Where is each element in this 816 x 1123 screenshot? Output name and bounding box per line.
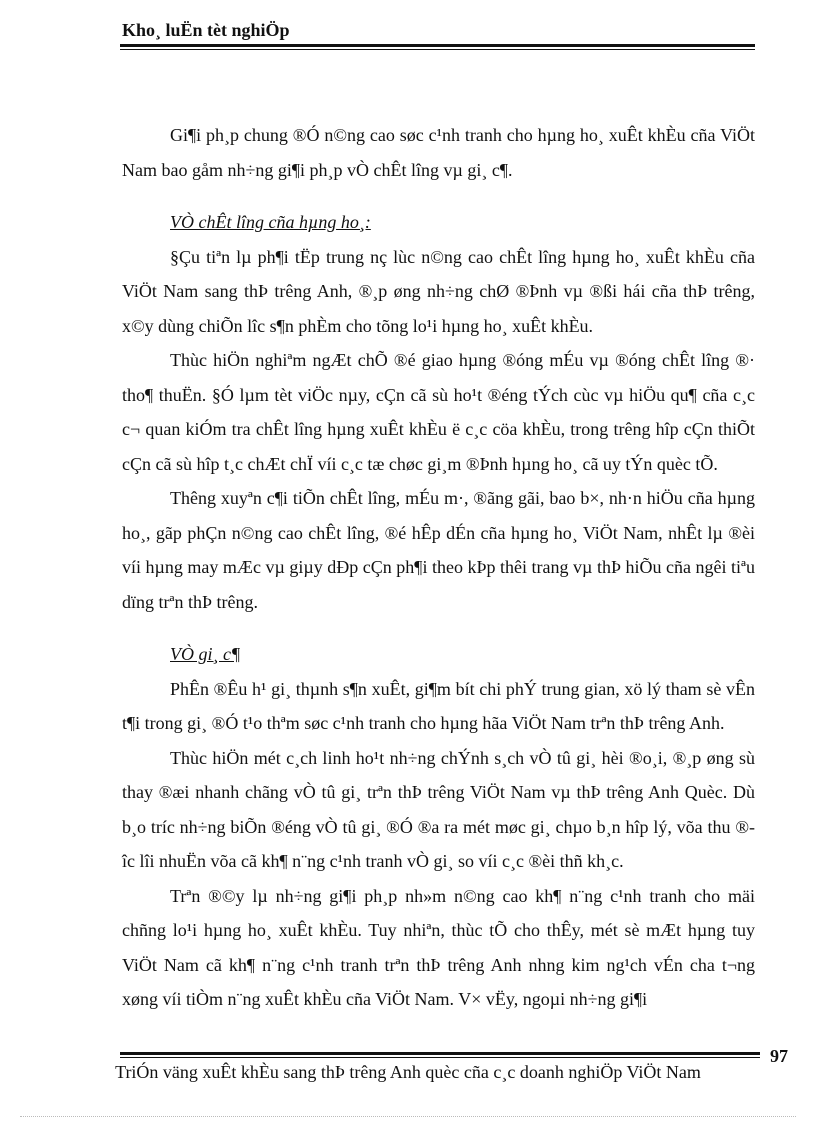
page-bottom-divider xyxy=(20,1116,796,1117)
paragraph: §Çu tiªn lµ ph¶i tËp trung nç lùc n©ng cao chÊt lîng hµng ho¸ xuÊt khÈu cña ViÖt Nam sang thÞ trêng Anh, ®¸p øng nh÷ng chØ ®Þnh vµ ®ßi hái cña thÞ trêng, x©y dùng chiÕn lîc s¶n phÈm cho tõng lo¹i hµng ho¸ xuÊt khÈu. xyxy=(122,246,755,336)
paragraph: Thùc hiÖn nghiªm ngÆt chÕ ®é giao hµng ®óng mÉu vµ ®óng chÊt lîng ®· tho¶ thuËn. §Ó lµm tèt viÖc nµy, cÇn cã sù ho¹t ®éng tÝch cùc vµ hiÖu qu¶ cña c¸c c¬ quan kiÓm tra chÊt lîng hµng xuÊt khÈu ë c¸c cöa khÈu, trong trêng hîp cÇn thiÕt cÇn cã sù hîp t¸c chÆt chÏ víi c¸c tæ chøc gi¸m ®Þnh hµng ho¸ cã uy tÝn quèc tÕ. xyxy=(122,350,755,474)
running-footer-text: TriÓn väng xuÊt khÈu sang thÞ trêng Anh quèc cña c¸c doanh nghiÖp ViÖt Nam xyxy=(115,1062,701,1082)
paragraph: Thùc hiÖn mét c¸ch linh ho¹t nh÷ng chÝnh s¸ch vÒ tû gi¸ hèi ®o¸i, ®¸p øng sù thay ®æi nhanh chãng vÒ tû gi¸ trªn thÞ trêng ViÖt Nam vµ thÞ trêng Anh Quèc. Dù b¸o tríc nh÷ng biÕn ®éng vÒ tû gi¸ ®Ó ®a ra mét møc gi¸ chµo b¸n hîp lý, võa thu ®îc lîi nhuËn võa cã kh¶ n¨ng c¹nh tranh vÒ gi¸ so víi c¸c ®èi thñ kh¸c. xyxy=(122,747,755,871)
running-header-title: Kho¸ luËn tèt nghiÖp xyxy=(122,20,290,40)
page-number: 97 xyxy=(770,1046,788,1066)
header-rule-thick xyxy=(120,44,755,47)
paragraph: PhÊn ®Êu h¹ gi¸ thµnh s¶n xuÊt, gi¶m bít chi phÝ trung gian, xö lý tham sè vÊn t¶i trong gi¸ ®Ó t¹o thªm søc c¹nh tranh cho hµng hãa ViÖt Nam trªn thÞ trêng Anh. xyxy=(122,678,755,733)
document-body xyxy=(122,118,755,1017)
paragraph: Thêng xuyªn c¶i tiÕn chÊt lîng, mÉu m·, ®ãng gãi, bao b×, nh·n hiÖu cña hµng ho¸, gãp phÇn n©ng cao chÊt lîng, ®é hÊp dÉn cña hµng ho¸ ViÖt Nam, nhÊt lµ ®èi víi hµng may mÆc vµ giµy dÐp cÇn ph¶i theo kÞp thêi trang vµ thÞ hiÕu cña ngêi tiªu dïng trªn thÞ trêng. xyxy=(122,488,755,612)
footer-rule-thick xyxy=(120,1052,760,1055)
section-heading-quality: VÒ chÊt lîng cña hµng ho¸: xyxy=(170,212,371,232)
footer-rule-thin xyxy=(120,1057,760,1058)
section-heading-price: VÒ gi¸ c¶ xyxy=(170,644,241,664)
intro-paragraph: Gi¶i ph¸p chung ®Ó n©ng cao søc c¹nh tranh cho hµng ho¸ xuÊt khÈu cña ViÖt Nam bao gåm nh÷ng gi¶i ph¸p vÒ chÊt lîng vµ gi¸ c¶. xyxy=(122,125,755,180)
paragraph: Trªn ®©y lµ nh÷ng gi¶i ph¸p nh»m n©ng cao kh¶ n¨ng c¹nh tranh cho mäi chñng lo¹i hµng ho¸ xuÊt khÈu. Tuy nhiªn, thùc tÕ cho thÊy, mét sè mÆt hµng tuy ViÖt Nam cã kh¶ n¨ng c¹nh tranh trªn thÞ trêng Anh nhng kim ng¹ch vÉn cha t¬ng xøng víi tiÒm n¨ng xuÊt khÈu cña ViÖt Nam. V× vËy, ngoµi nh÷ng gi¶i xyxy=(122,885,755,1009)
header-rule-thin xyxy=(120,49,755,50)
